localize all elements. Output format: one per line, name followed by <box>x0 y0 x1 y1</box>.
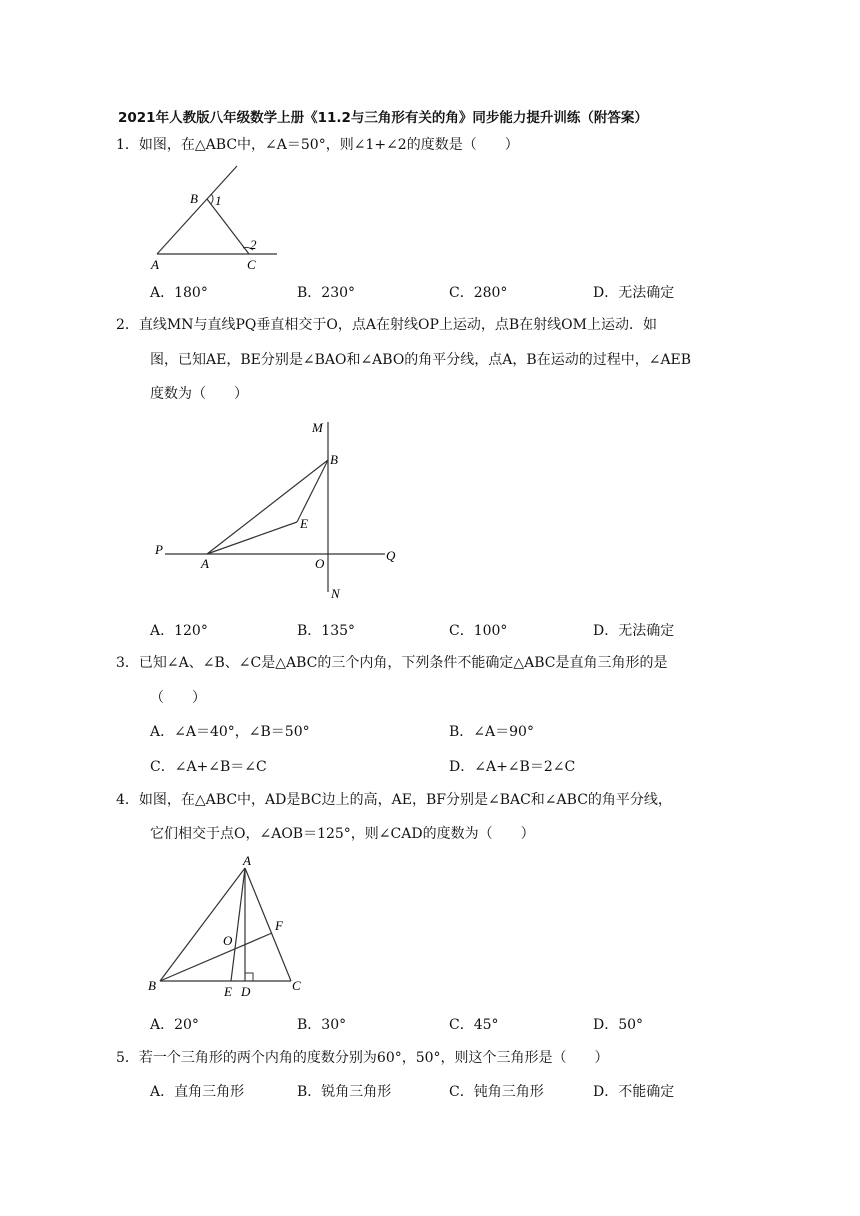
q1-angle1-arc <box>211 194 213 204</box>
q2-option-a: A．120° <box>150 623 208 639</box>
page-title: 2021年人教版八年级数学上册《11.2与三角形有关的角》同步能力提升训练（附答案） <box>118 110 648 126</box>
q2-label-e: E <box>300 516 308 531</box>
q2-label-p: P <box>155 542 163 557</box>
q4-stem-line2: 它们相交于点O，∠AOB＝125°，则∠CAD的度数为（ ） <box>150 826 535 842</box>
q3-stem-line1: 3．已知∠A、∠B、∠C是△ABC的三个内角，下列条件不能确定△ABC是直角三角形的是 <box>116 655 668 671</box>
q2-stem-line3: 度数为（ ） <box>150 386 248 402</box>
q5-stem: 5．若一个三角形的两个内角的度数分别为60°，50°，则这个三角形是（ ） <box>116 1050 609 1066</box>
q1-option-a: A．180° <box>150 285 208 301</box>
q1-label-a: A <box>151 257 159 272</box>
q1-option-b: B．230° <box>297 285 356 301</box>
q4-label-o: O <box>223 933 233 948</box>
q2-stem-line1: 2．直线MN与直线PQ垂直相交于O，点A在射线OP上运动，点B在射线OM上运动．如 <box>116 317 657 333</box>
q3-option-b: B．∠A＝90° <box>449 724 534 740</box>
q2-label-q: Q <box>386 548 396 563</box>
q4-label-b: B <box>148 978 156 993</box>
q2-figure <box>145 412 415 607</box>
q4-side-ab <box>160 868 245 981</box>
q2-segment-ab <box>207 460 328 554</box>
q4-bisector-ae <box>231 868 245 981</box>
q2-stem-line2: 图，已知AE，BE分别是∠BAO和∠ABO的角平分线，点A，B在运动的过程中，∠AEB <box>150 352 692 368</box>
q2-label-a: A <box>201 556 209 571</box>
q5-option-c: C．钝角三角形 <box>449 1084 544 1100</box>
q5-option-d: D．不能确定 <box>593 1084 675 1100</box>
q4-option-c: C．45° <box>449 1017 499 1033</box>
q3-option-d: D．∠A+∠B＝2∠C <box>449 759 576 775</box>
q5-option-a: A．直角三角形 <box>150 1084 245 1100</box>
q4-option-a: A．20° <box>150 1017 199 1033</box>
q4-option-b: B．30° <box>297 1017 347 1033</box>
q1-option-d: D．无法确定 <box>593 285 675 301</box>
q2-segment-be <box>297 460 328 522</box>
q4-right-angle-mark <box>245 973 253 981</box>
q4-figure <box>140 848 320 998</box>
q1-figure <box>145 160 285 274</box>
q1-stem: 1．如图，在△ABC中，∠A＝50°，则∠1+∠2的度数是（ ） <box>116 137 519 153</box>
q2-label-b: B <box>330 452 338 467</box>
q4-option-d: D．50° <box>593 1017 644 1033</box>
q4-label-a: A <box>243 853 251 868</box>
q2-label-o: O <box>315 556 325 571</box>
q4-label-c: C <box>292 978 301 993</box>
q1-line-bc <box>207 199 249 254</box>
q2-label-m: M <box>312 420 323 435</box>
q2-option-d: D．无法确定 <box>593 623 675 639</box>
q1-label-2: 2 <box>250 237 257 252</box>
q1-option-c: C．280° <box>449 285 508 301</box>
q4-bisector-bf <box>160 933 272 981</box>
q2-option-b: B．135° <box>297 623 356 639</box>
q2-segment-ae <box>207 522 297 554</box>
q1-label-1: 1 <box>215 193 222 208</box>
q1-label-c: C <box>247 257 256 272</box>
q3-stem-line2: （ ） <box>150 690 206 706</box>
q3-option-c: C．∠A+∠B＝∠C <box>150 759 267 775</box>
q4-label-f: F <box>275 918 283 933</box>
q4-stem-line1: 4．如图，在△ABC中，AD是BC边上的高，AE，BF分别是∠BAC和∠ABC的角平分线， <box>116 792 672 808</box>
q2-option-c: C．100° <box>449 623 508 639</box>
q2-label-n: N <box>331 586 340 601</box>
q4-label-d: D <box>241 984 251 998</box>
q4-side-ac <box>245 868 291 981</box>
q1-line-ab-extended <box>157 166 237 254</box>
q5-option-b: B．锐角三角形 <box>297 1084 392 1100</box>
q1-label-b: B <box>190 191 198 206</box>
q3-option-a: A．∠A＝40°，∠B＝50° <box>150 724 310 740</box>
q4-label-e: E <box>224 984 232 998</box>
